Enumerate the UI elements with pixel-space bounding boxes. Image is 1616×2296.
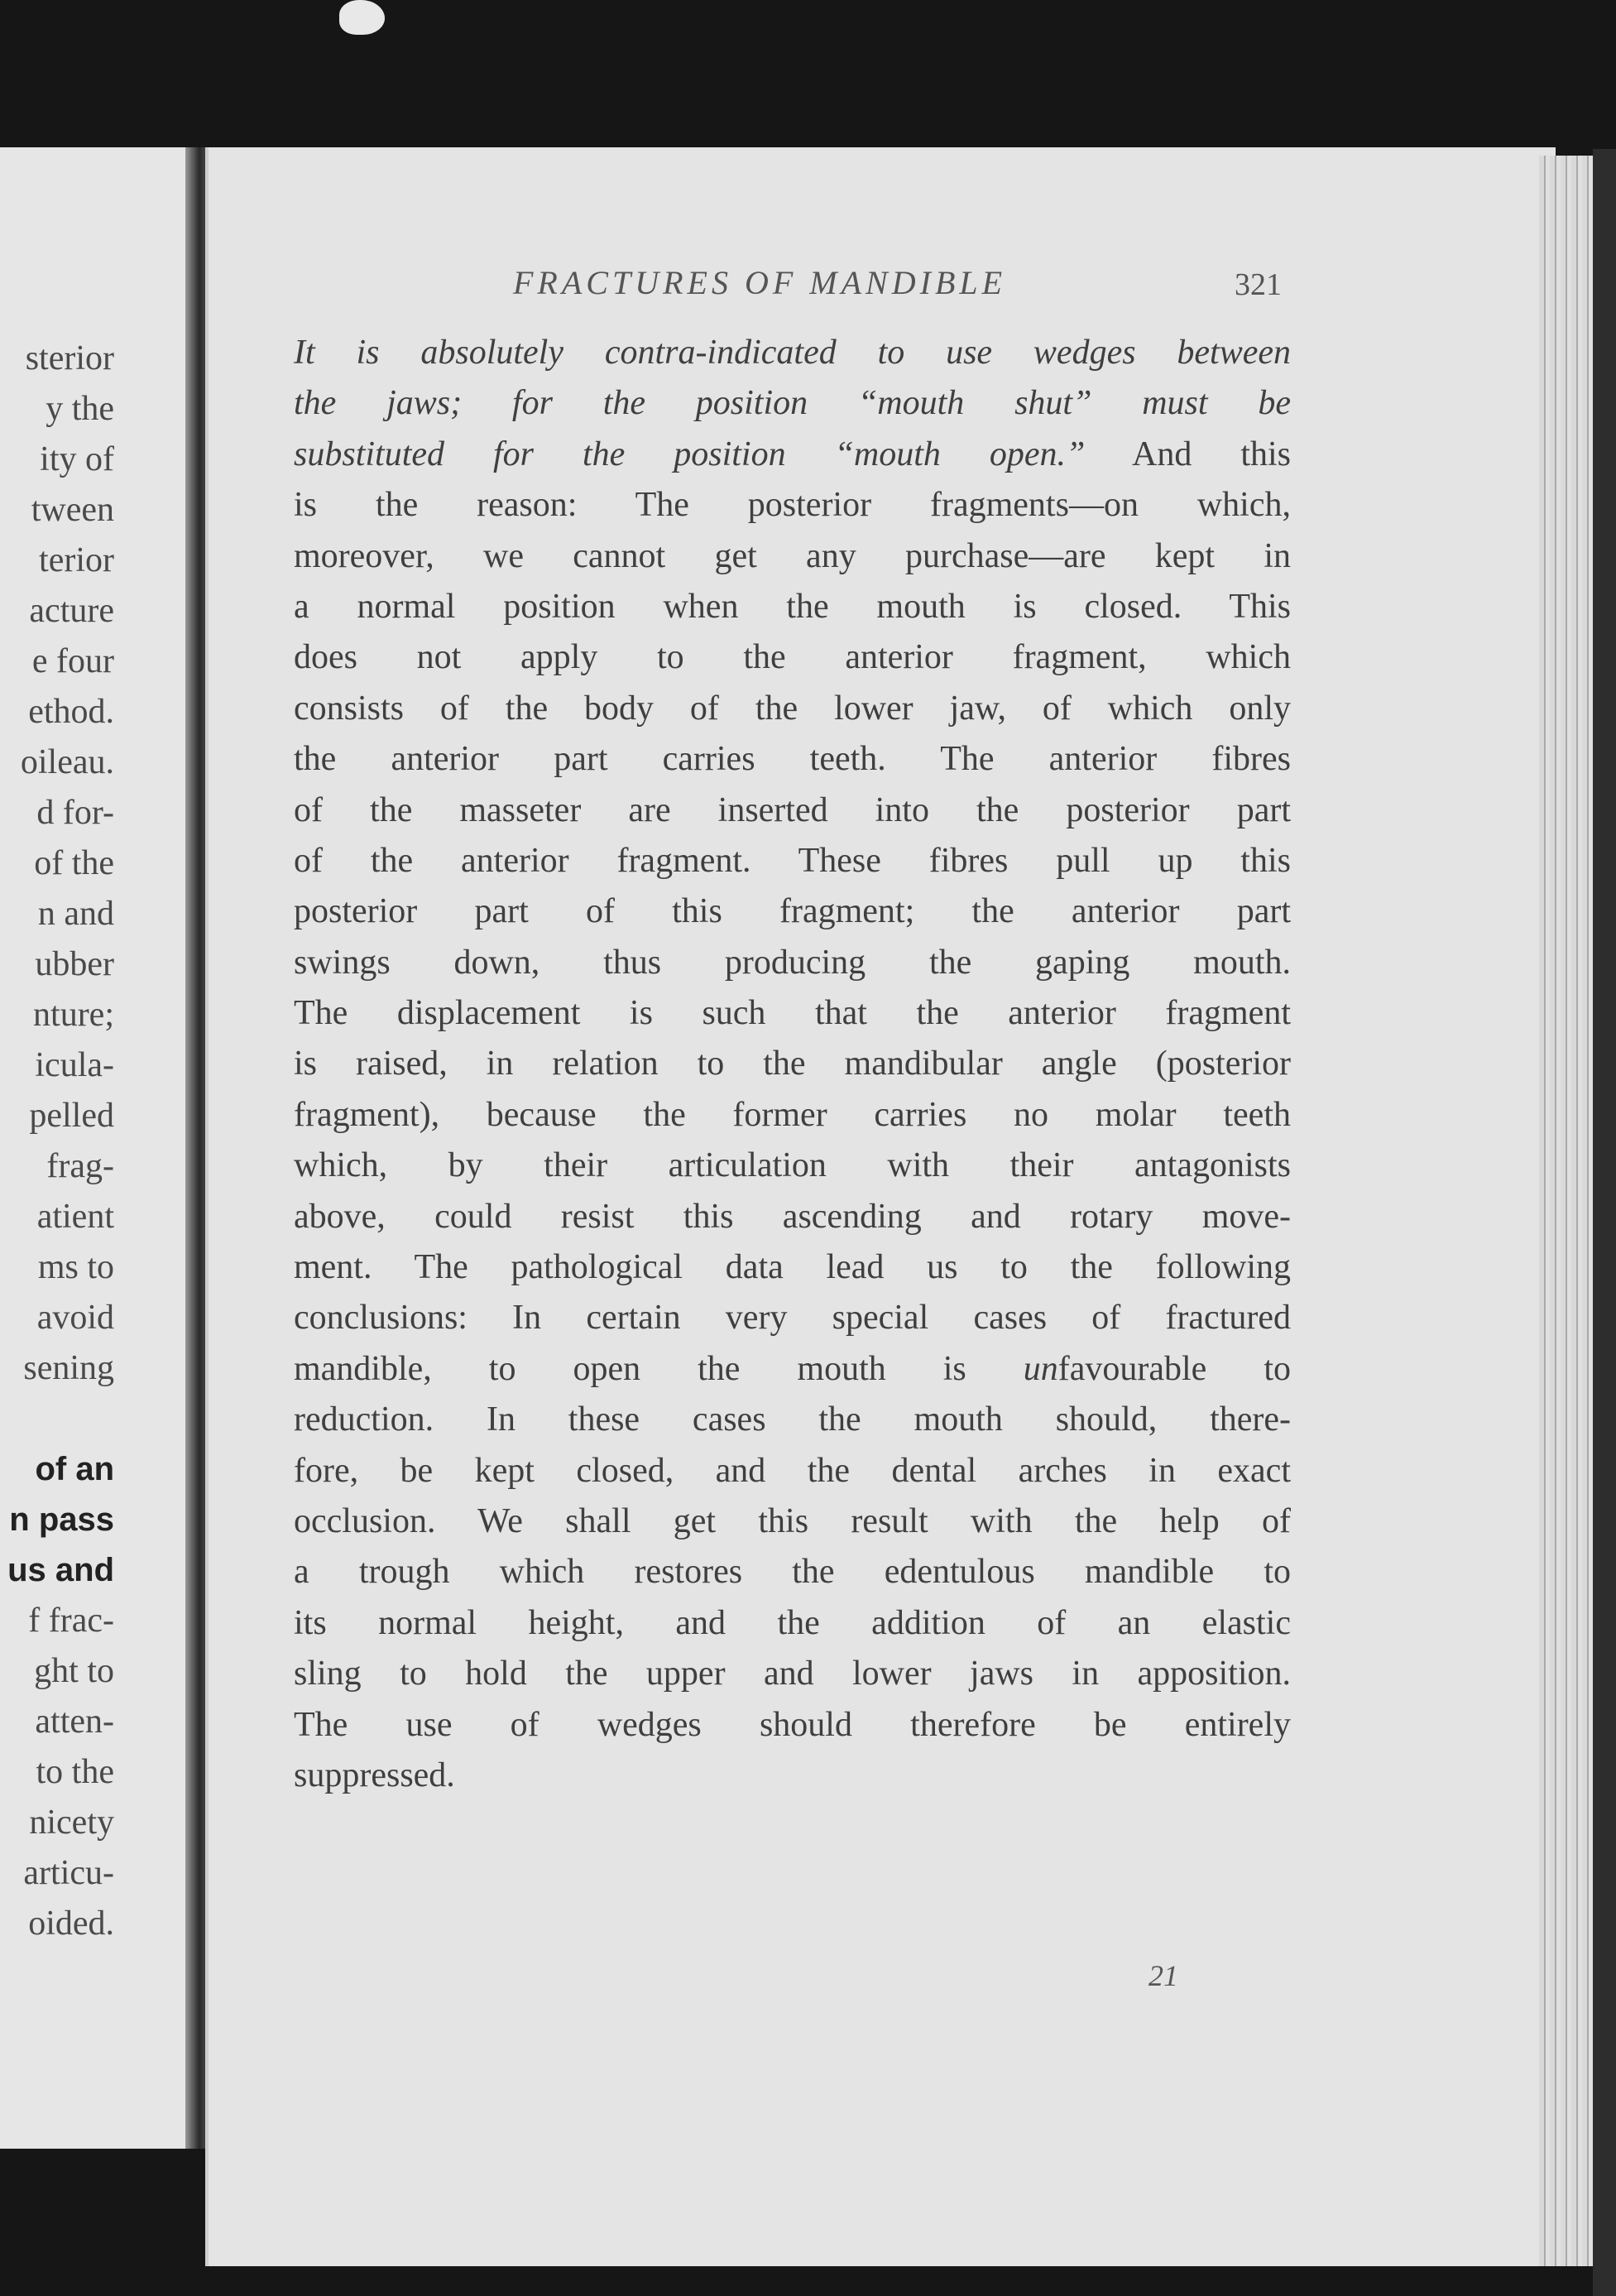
left-page-line: tween [31,491,114,529]
page-edges [1539,156,1597,2266]
body-line [294,1547,1291,1597]
left-page-line: ethod. [28,693,114,731]
text-segment: moreover, we cannot get any purchase—are kept in [294,536,1291,575]
body-line [294,1242,1291,1293]
body-line [294,1598,1291,1649]
signature-mark: 21 [1148,1959,1178,1992]
left-page-line: ubber [35,945,114,983]
italic-text: the jaws; for the position “mouth shut” must be [294,384,1291,423]
body-line [294,328,1291,378]
text-segment: above, could resist this ascending and rotary move- [294,1197,1291,1236]
running-head: FRACTURES OF MANDIBLE [513,264,1007,301]
left-page-line: atten- [35,1703,114,1741]
left-page-line: ms to [37,1248,114,1286]
left-page-line: e four [31,642,114,680]
body-line [294,430,1291,480]
text-segment: a trough which restores the edentulous mandible to [294,1553,1291,1592]
text-segment: The displacement is such that the anterior fragment [294,994,1291,1033]
text-segment: swings down, thus producing the gaping mouth. [294,943,1291,982]
background-edge [1593,149,1616,2296]
body-line [294,836,1291,886]
text-segment: consists of the body of the lower jaw, of which only [294,689,1291,728]
body-line [294,582,1291,632]
text-segment: a normal position when the mouth is closed. This [294,587,1291,626]
left-page-line: oided. [28,1905,114,1943]
text-segment: suppressed. [294,1756,455,1794]
left-page-line: sterior [25,339,114,377]
text-segment: fragment), because the former carries no molar teeth [294,1095,1291,1134]
body-line [294,1649,1291,1699]
text-segment: is raised, in relation to the mandibular angle (posterior [294,1045,1291,1083]
text-segment: does not apply to the anterior fragment, which [294,638,1291,677]
left-page-line: n and [37,895,114,933]
text-segment: occlusion. We shall get this result with the help of [294,1501,1291,1540]
body-line [294,1395,1291,1445]
body-line [294,1496,1291,1547]
page-number: 321 [1235,267,1282,302]
text-segment: sling to hold the upper and lower jaws in apposition. [294,1655,1291,1693]
left-page-line: of an [35,1451,114,1487]
left-page-line: ght to [34,1652,114,1690]
text-segment: of the masseter are inserted into the posterior part [294,790,1291,829]
italic-text: substituted for the position “mouth open.” [294,435,1086,473]
text-segment: posterior part of this fragment; the anterior part [294,892,1291,931]
italic-text: It is absolutely contra-indicated to use wedges between [294,334,1291,372]
text-segment: its normal height, and the addition of an elastic [294,1603,1291,1642]
left-page-line: ity of [40,440,114,478]
left-page-line: us and [7,1552,114,1588]
left-page-line: y the [46,390,114,428]
left-page-line: to the [36,1753,114,1791]
left-page-line: f frac- [28,1602,114,1640]
left-page-line: of the [34,844,114,882]
text-segment: the anterior part carries teeth. The anterior fibres [294,740,1291,779]
body-line [294,988,1291,1039]
body-line [294,1700,1291,1751]
text-segment: reduction. In these cases the mouth should, there- [294,1400,1291,1439]
left-page-line: frag- [46,1147,114,1185]
body-line [294,1192,1291,1242]
left-page-line: icula- [35,1046,114,1084]
body-line [294,734,1291,785]
body-line [294,1293,1291,1343]
body-line [294,886,1291,937]
text-segment: favourable to [1057,1349,1291,1388]
body-line [294,480,1291,531]
left-page-line: articu- [23,1854,114,1892]
text-segment: ment. The pathological data lead us to the following [294,1248,1291,1287]
text-segment: of the anterior fragment. These fibres pull up this [294,841,1291,880]
left-page-line: nicety [29,1804,114,1842]
text-segment: The use of wedges should therefore be entirely [294,1705,1291,1744]
body-line [294,1344,1291,1395]
left-page-line: n pass [9,1501,114,1538]
body-line [294,1039,1291,1089]
text-segment: And this [1085,435,1291,473]
left-page-line: acture [29,592,114,630]
body-line [294,1141,1291,1191]
body-line [294,632,1291,683]
body-line [294,1090,1291,1141]
text-segment: conclusions: In certain very special cases of fractured [294,1299,1291,1338]
left-page-line: d for- [36,794,114,832]
body-line [294,938,1291,988]
text-segment: is the reason: The posterior fragments—on which, [294,486,1291,525]
left-page-line: atient [36,1198,114,1236]
body-line [294,1751,1291,1801]
text-segment: fore, be kept closed, and the dental arches in exact [294,1451,1291,1490]
left-page-line: pelled [29,1097,114,1135]
text-segment: mandible, to open the mouth is [294,1349,1024,1388]
body-line [294,684,1291,734]
left-page-line: terior [39,541,114,579]
italic-text: un [1023,1349,1058,1388]
body-line [294,785,1291,836]
left-page-line: oileau. [20,743,114,781]
body-line [294,531,1291,582]
left-page-line: sening [23,1349,114,1387]
left-page-text [0,334,189,1949]
dust-speck [339,0,385,35]
left-page-line: nture; [33,996,114,1034]
text-segment: which, by their articulation with their antagonists [294,1146,1291,1185]
left-page [0,147,189,2149]
body-line [294,378,1291,429]
left-page-line: avoid [36,1299,114,1337]
left-page-line [0,1394,189,1444]
body-text [294,328,1291,1801]
body-line [294,1446,1291,1496]
